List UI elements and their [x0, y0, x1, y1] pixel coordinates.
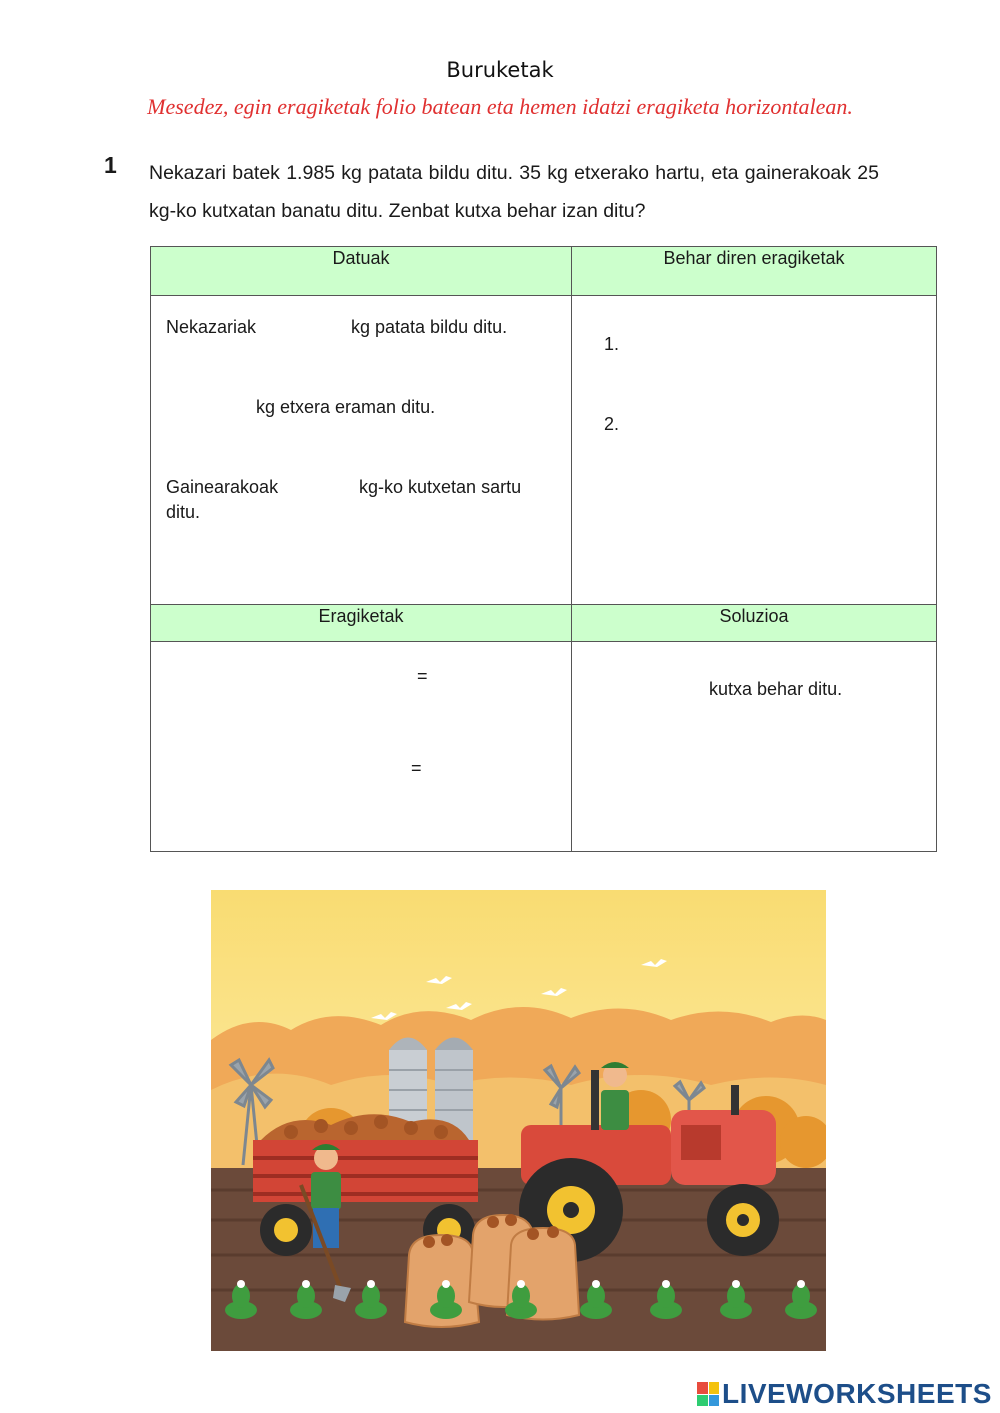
- header-solution-label: Soluzioa: [719, 606, 789, 626]
- header-data-label: Datuak: [332, 248, 390, 268]
- logo-mark-icon: [697, 1382, 719, 1406]
- data-cell: [151, 296, 572, 605]
- home-label: kg etxera eraman ditu.: [256, 397, 436, 417]
- problem-number: 1: [104, 152, 117, 178]
- problem-text: Nekazari batek 1.985 kg patata bildu ditu. 35 kg etxerako hartu, eta gainerakoak 25 kg-ko kutxatan banatu ditu. Zenbat kutxa behar izan ditu?: [149, 162, 879, 222]
- ops-item-2: 2.: [604, 414, 620, 434]
- header-data: [151, 247, 572, 296]
- header-ops-needed-label: Behar diren eragiketak: [663, 248, 845, 268]
- logo-square-blue: [709, 1395, 720, 1407]
- instructions: Mesedez, egin eragiketak folio batean eta hemen idatzi eragiketa horizontalean.: [147, 94, 853, 119]
- header-operations-label: Eragiketak: [318, 606, 404, 626]
- farm-illustration: [211, 890, 826, 1351]
- operations-cell: [151, 642, 572, 852]
- farmer-suffix: kg patata bildu ditu.: [351, 317, 508, 337]
- rest-label: Gainearakoak: [166, 477, 279, 497]
- equals-sign-1: =: [417, 666, 428, 686]
- solution-text: kutxa behar ditu.: [709, 679, 843, 699]
- solution-cell: [572, 642, 937, 852]
- logo-text: LIVEWORKSHEETS: [722, 1378, 992, 1409]
- header-operations: [151, 605, 572, 642]
- header-solution: [572, 605, 937, 642]
- logo-square-green: [697, 1395, 708, 1407]
- page-title: Buruketak: [446, 58, 554, 82]
- liveworksheets-logo[interactable]: [697, 1376, 992, 1412]
- worksheet-table: [150, 246, 937, 852]
- equals-sign-2: =: [411, 758, 422, 778]
- rest-suffix: kg-ko kutxetan sartu: [359, 477, 522, 497]
- ops-needed-cell: [572, 296, 937, 605]
- header-ops-needed: [572, 247, 937, 296]
- farmer-label: Nekazariak: [166, 317, 257, 337]
- logo-square-red: [697, 1382, 708, 1394]
- ops-item-1: 1.: [604, 334, 620, 354]
- farmer-driver: [601, 1062, 629, 1130]
- rest-end: ditu.: [166, 502, 201, 522]
- logo-square-yellow: [709, 1382, 720, 1394]
